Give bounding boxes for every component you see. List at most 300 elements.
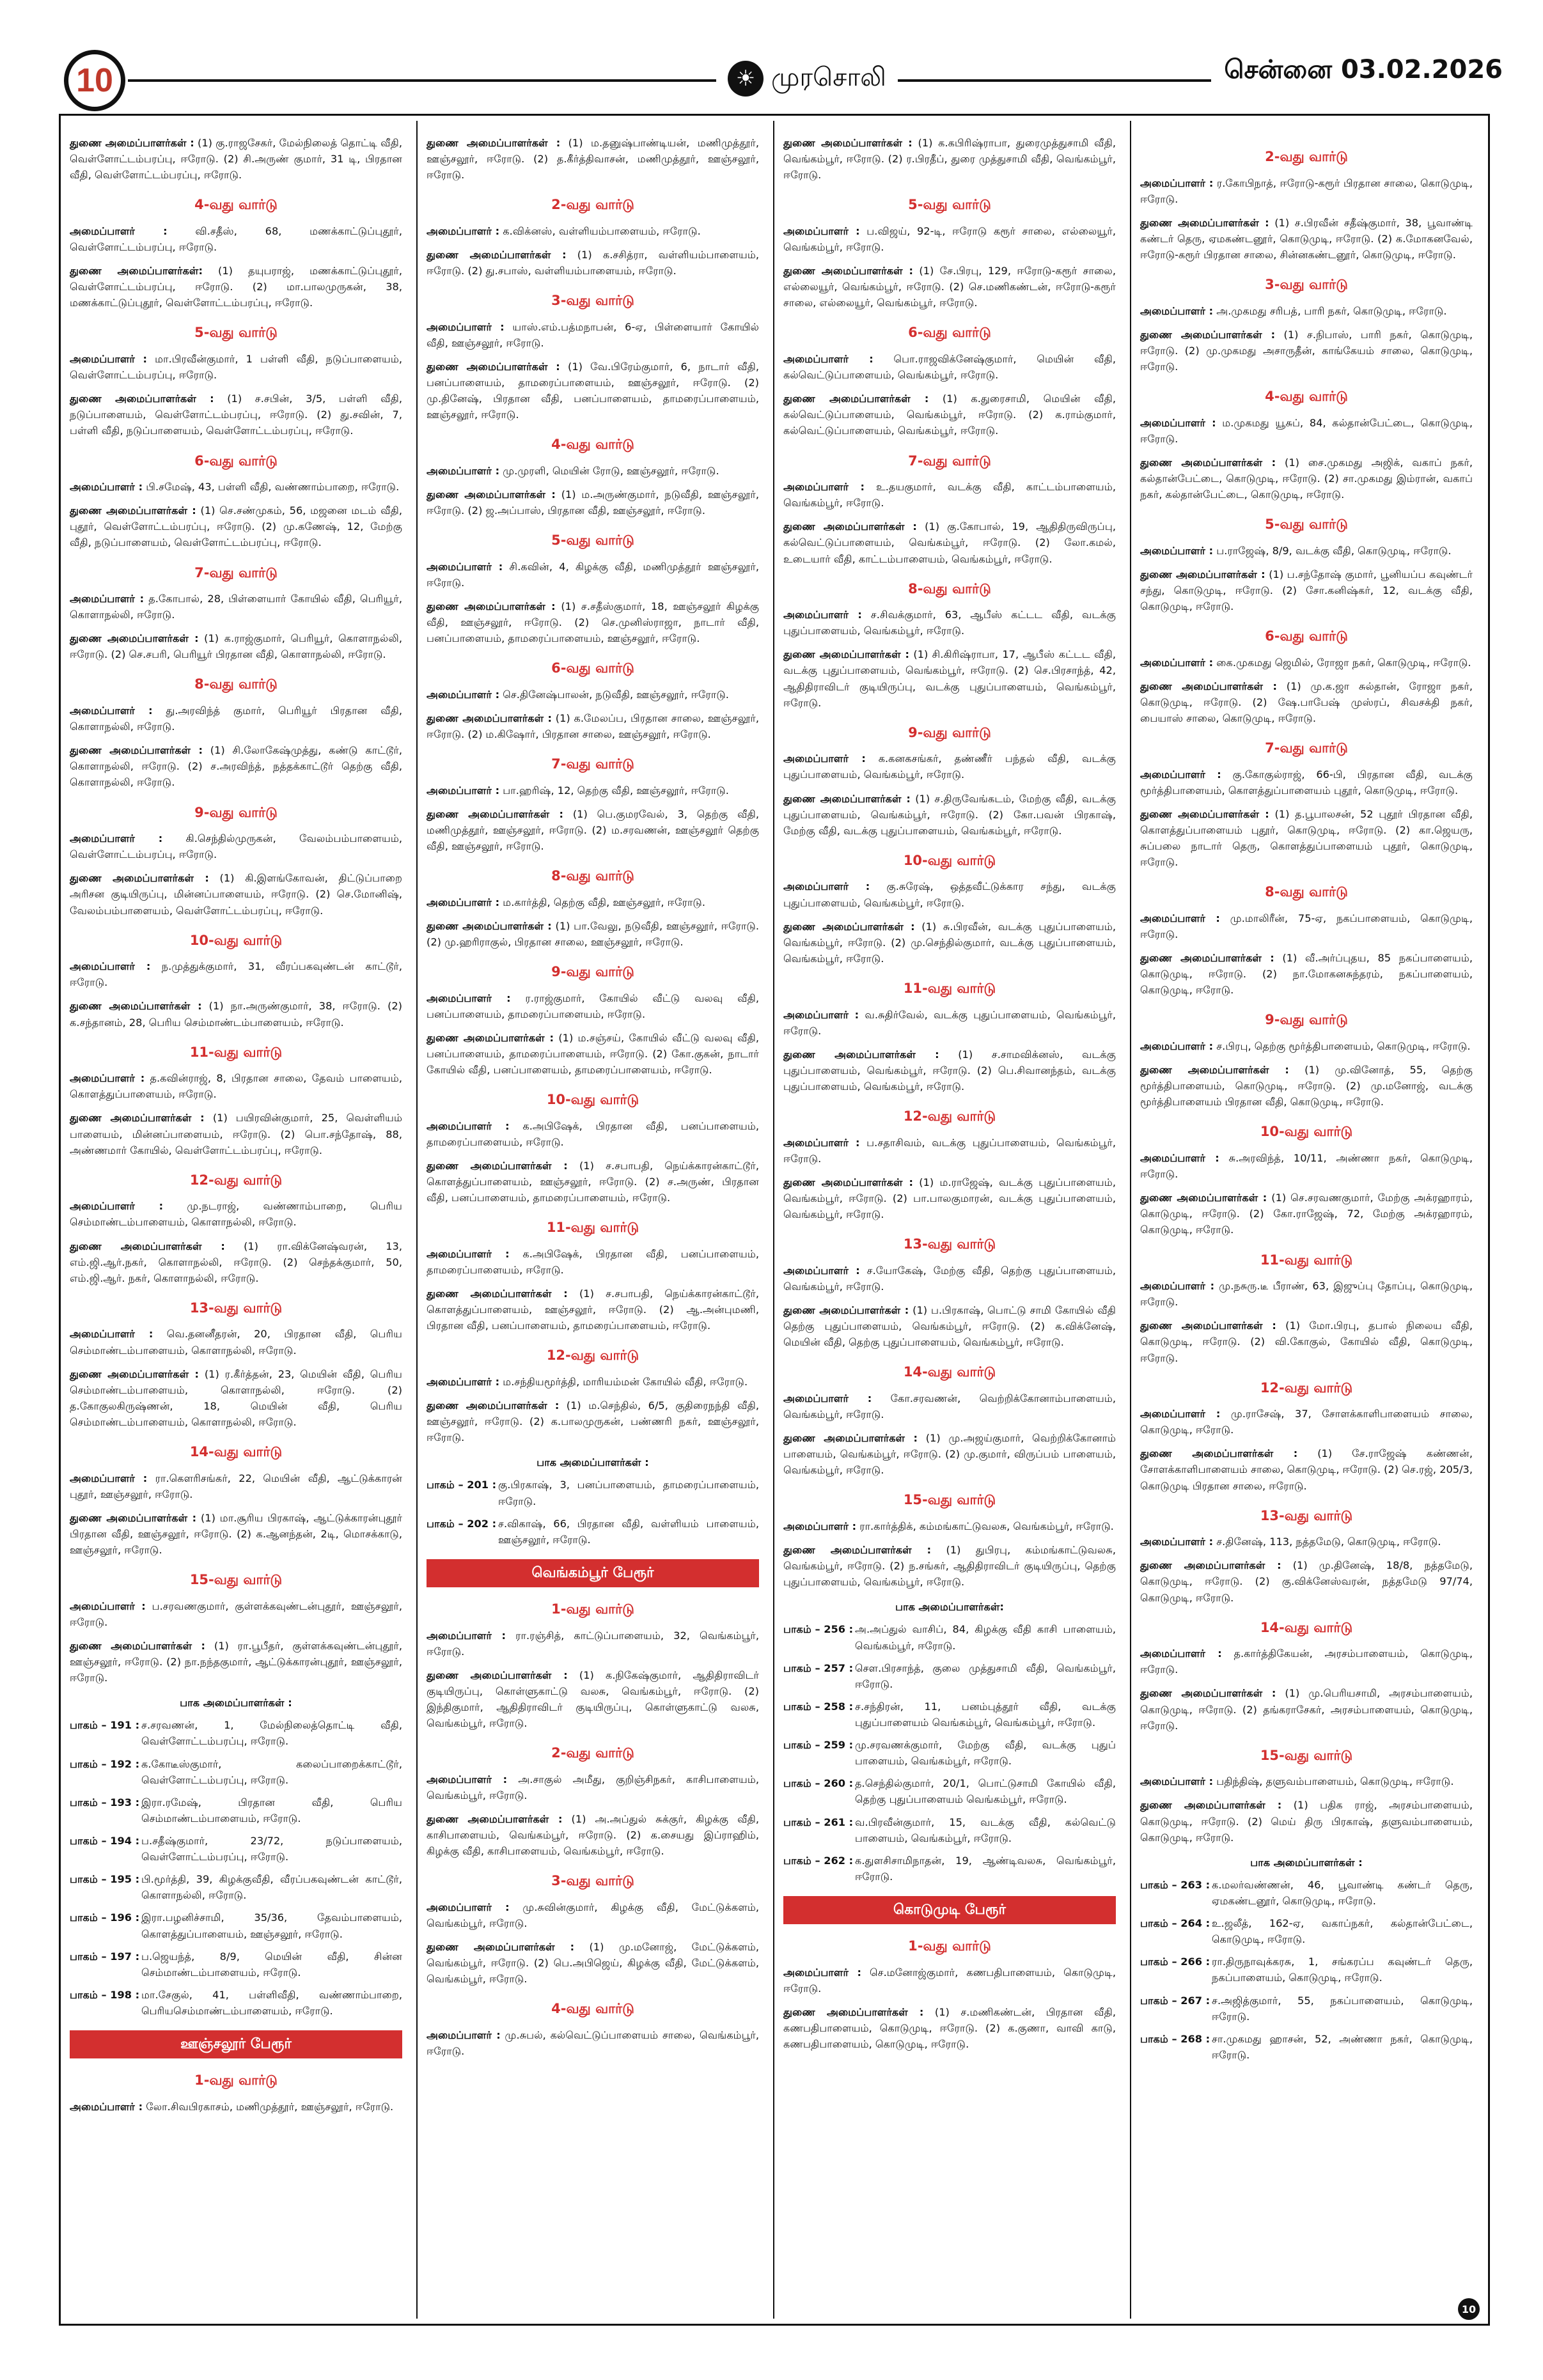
appointment-entry [783,1542,1116,1590]
ward-heading: 13-வது வார்டு [1260,1507,1353,1523]
appointee-details: செ.மனோஜ்குமார், கணபதிபாளையம், கொடுமுடி, ஈரோடு. [783,1966,1116,1995]
appointment-entry [783,1007,1116,1039]
appointment-entry [783,479,1116,511]
appointment-entry [783,919,1116,967]
role-label: அமைப்பாளர் : [70,352,148,365]
appointment-entry [1140,327,1473,375]
appointment-entry [427,1246,759,1278]
ward-heading: 12-வது வார்டு [546,1348,639,1364]
appointee-details: (1) சு.பிரவீன், வடக்கு புதுப்பாளையம், வெங்கம்பூர், ஈரோடு. (2) மு.செந்தில்குமார், வடக்கு புதுப்பாளையம், வெங்கம்பூர், ஈரோடு. [783,920,1116,965]
part-entry [70,1717,402,1749]
dateline: சென்னை 03.02.2026 [1211,55,1503,88]
role-label: அமைப்பாளர் : [70,224,168,237]
role-label: துணை அமைப்பாளர்கள் : [783,393,929,405]
part-number: பாகம் – 258 : [783,1700,854,1713]
appointment-entry [70,998,402,1030]
role-label: துணை அமைப்பாளர்கள் : [427,1941,575,1954]
ward-heading: 9-வது வார்டு [908,724,991,740]
appointment-entry [427,687,759,703]
ward-heading: 4-வது வார்டு [194,197,278,213]
appointee-details: (1) மு.க.ஜா சுல்தான், ரோஜா நகர், கொடுமுடி, ஈரோடு. (2) ஷே.பாபேஷ் முஸ்ரப், சிவசக்தி நகர், பையாஸ் சாலை, கொடுமுடி, ஈரோடு. [1140,680,1473,725]
appointment-entry [70,958,402,990]
role-label: துணை அமைப்பாளர்கள் : [427,1159,568,1172]
part-entry [70,1794,402,1826]
appointee-details: (1) வீ.அர்ப்புதய, 85 நகப்பாளையம், கொடுமுடி, ஈரோடு. (2) நா.மோகனசுந்தரம், நகப்பாளையம், கொடுமுடி, ஈரோடு. [1140,952,1473,997]
role-label: அமைப்பாளர் : [70,593,145,605]
appointee-details: வெ.தனனீதரன், 20, பிரதான வீதி, பெரிய செம்மாண்டம்பாளையம், கொளாநல்லி, ஈரோடு. [70,1328,402,1357]
role-label: துணை அமைப்பாளர்கள் : [427,807,563,820]
appointment-entry [1140,655,1473,671]
appointment-entry [783,223,1116,255]
role-label: துணை அமைப்பாளர்கள் : [427,919,552,932]
part-number: பாகம் – 264 : [1140,1917,1210,1930]
part-number: பாகம் – 198 : [70,1988,140,2001]
part-organisers-heading: பாக அமைப்பாளர்கள் : [537,1456,649,1469]
role-label: துணை அமைப்பாளர்கள் : [1140,1559,1281,1572]
appointee-details: க.அபிஷேக், பிரதான வீதி, பனப்பாளையம், தாமரைப்பாளையம், ஈரோடு. [427,1247,759,1276]
appointment-entry [427,598,759,646]
ward-heading: 4-வது வார்டு [551,2001,634,2017]
appointment-entry [427,710,759,742]
role-label: துணை அமைப்பாளர்கள் : [427,712,552,725]
part-organiser-details: க.மலர்வண்ணன், 46, பூவாண்டி கண்டர் தெரு, ஏமகண்டனூர், கொடுமுடி, ஈரோடு. [1212,1878,1473,1907]
appointee-details: ச.சிவக்குமார், 63, ஆபீஸ் கட்டட வீதி, வடக்கு புதுப்பாளையம், வெங்கம்பூர், ஈரோடு. [783,609,1116,637]
appointee-details: (1) ப.சந்தோஷ் குமார், பூனியப்ப கவுண்டர் சந்து, கொடுமுடி, ஈரோடு. (2) சோ.கனிஷ்கர், 12, வடக்கு வீதி, கொடுமுடி, ஈரோடு. [1140,568,1473,613]
appointee-details: (1) ச.மணிகண்டன், பிரதான வீதி, கணபதிபாளையம், கொடுமுடி, ஈரோடு. (2) க.குணா, வாவி காடு, கணபதிபாளையம், கொடுமுடி, ஈரோடு. [783,2005,1116,2051]
role-label: அமைப்பாளர் : [783,1008,859,1021]
part-entry [70,1987,402,2019]
appointment-entry [70,1510,402,1558]
appointee-details: பா.ஹரிஷ், 12, தெற்கு வீதி, ஊஞ்சலூர், ஈரோடு. [503,784,729,797]
appointment-entry [783,351,1116,383]
appointee-details: வி.சதீஸ், 68, மணக்காட்டுப்புதூர், வெள்ளோட்டம்பரப்பு, ஈரோடு. [70,224,402,253]
part-number: பாகம் – 195 : [70,1873,140,1886]
part-entry [70,1948,402,1980]
appointee-details: (1) சை.முகமது அஜிக், வகாப் நகர், கல்தான்பேட்டை, கொடுமுடி, ஈரோடு. (2) சா.முகமது இம்ரான், வகாப் நகர், கல்தான்பேட்டை, கொடுமுடி, ஈரோடு. [1140,456,1473,501]
role-label: துணை அமைப்பாளர்கள் : [783,1432,918,1445]
appointment-entry [1140,566,1473,614]
footer-page-number: 10 [1458,2298,1480,2320]
part-organiser-details: ப.ஜெயந்த், 8/9, மெயின் வீதி, சின்ன செம்மாண்டம்பாளையம், ஈரோடு. [141,1950,402,1979]
role-label: துணை அமைப்பாளர்கள் : [70,137,194,149]
role-label: அமைப்பாளர் : [70,1472,148,1484]
part-entry [1140,1993,1473,2025]
appointment-entry [70,135,402,183]
ward-heading: 7-வது வார்டு [551,756,634,772]
role-label: அமைப்பாளர் : [783,352,873,365]
part-number: பாகம் – 256 : [783,1623,854,1636]
appointment-entry [783,751,1116,782]
appointment-entry [70,591,402,623]
appointment-entry [427,1030,759,1078]
section-banner: வெங்கம்பூர் பேரூர் [427,1559,759,1587]
appointee-details: கு.கோகுல்ராஜ், 66-பி, பிரதான வீதி, வடக்கு மூர்த்திபாளையம், கொளத்துப்பாளையம் புதூர், கொடுமுடி, ஈரோடு. [1140,768,1473,797]
role-label: துணை அமைப்பாளர்கள் : [1140,328,1276,341]
ward-heading: 6-வது வார்டு [194,453,278,469]
appointee-details: (1) ச.திருவேங்கடம், மேற்கு வீதி, வடக்கு புதுப்பாளையம், வெங்கம்பூர், ஈரோடு. (2) கோ.பவன் பிரகாஷ், மேற்கு வீதி, வடக்கு புதுப்பாளையம், வெங்கம்பூர், ஈரோடு. [783,792,1116,837]
appointee-details: கை.முகமது ஜெமில், ரோஜா நகர், கொடுமுடி, ஈரோடு. [1216,656,1471,669]
appointment-entry [427,247,759,279]
appointee-details: மு.சுவின்குமார், கிழக்கு வீதி, மேட்டுக்களம், வெங்கம்பூர், ஈரோடு. [427,1901,759,1929]
role-label: துணை அமைப்பாளர்கள் : [783,920,915,933]
appointment-entry [1140,215,1473,263]
part-number: பாகம் – 262 : [783,1854,854,1867]
appointee-details: ம.கார்த்தி, தெற்கு வீதி, ஊஞ்சலூர், ஈரோடு. [503,896,706,908]
part-organiser-details: கு.பிரகாஷ், 3, பனப்பாளையம், தாமரைப்பாளையம், ஈரோடு. [498,1479,759,1507]
appointee-details: க.விக்னஸ், வள்ளியம்பாளையம், ஈரோடு. [503,224,701,237]
ward-heading: 15-வது வார்டு [1260,1747,1353,1763]
part-number: பாகம் – 267 : [1140,1994,1210,2007]
article-frame [59,114,1490,2326]
appointment-entry [70,1070,402,1102]
role-label: துணை அமைப்பாளர்கள் : [1140,952,1274,965]
ward-heading: 15-வது வார்டு [189,1572,283,1588]
part-entry [783,1699,1116,1731]
appointment-entry [1140,1534,1473,1550]
role-label: அமைப்பாளர் : [427,1629,506,1642]
appointee-details: (1) வே.பிரேம்குமார், 6, நாடார் வீதி, பனப்பாளையம், தாமரைப்பாளையம், ஊஞ்சலூர், ஈரோடு. (2) மு.தினேஷ், பிரதான வீதி, பனப்பாளையம், தாமரைப்பாளையம், ஊஞ்சலூர், ஈரோடு. [427,360,759,421]
part-organisers-heading: பாக அமைப்பாளர்கள்: [895,1601,1004,1614]
role-label: துணை அமைப்பாளர்கள் : [70,1367,199,1380]
appointment-entry [427,463,759,479]
appointee-details: ரா.ரஞ்சித், காட்டுப்பாளையம், 32, வெங்கம்பூர், ஈரோடு. [427,1629,759,1658]
appointee-details: லோ.சிவபிரகாசம், மணிமுத்தூர், ஊஞ்சலூர், ஈரோடு. [146,2100,394,2113]
appointment-entry [70,1366,402,1430]
appointee-details: த.கார்த்திகேயன், அரசம்பாளையம், கொடுமுடி, ஈரோடு. [1140,1647,1473,1676]
appointment-entry [783,791,1116,839]
appointee-details: கி.செந்தில்முருகன், வேலம்பம்பாளையம், வெள்ளோட்டம்பரப்பு, ஈரோடு. [70,832,402,861]
appointment-entry [427,559,759,591]
appointment-entry [1140,1685,1473,1733]
ward-heading: 14-வது வார்டு [903,1364,996,1380]
ward-heading: 2-வது வார்டு [551,197,634,213]
appointee-details: ந.முத்துக்குமார், 31, வீரப்பகவுண்டன் காட்டூர், ஈரோடு. [70,960,402,989]
page-number-badge: 10 [64,50,125,111]
role-label: அமைப்பாளர் : [783,752,866,765]
ward-heading: 10-வது வார்டு [546,1092,639,1108]
appointment-entry [427,1771,759,1803]
appointment-entry [783,135,1116,183]
role-label: துணை அமைப்பாளர்கள் : [1140,1319,1276,1332]
appointment-entry [783,1430,1116,1478]
ward-heading: 9-வது வார்டு [194,804,278,820]
role-label: அமைப்பாளர் : [783,880,870,893]
appointee-details: (1) ச.சதீஸ்குமார், 18, ஊஞ்சலூர் கிழக்கு வீதி, ஊஞ்சலூர், ஈரோடு. (2) செ.முனிஸ்ராஜா, நாடார் வீதி, பனப்பாளையம், தாமரைப்பாளையம், ஊஞ்சலூர், ஈரோடு. [427,600,759,645]
role-label: அமைப்பாளர் : [427,464,500,477]
appointment-entry [783,1263,1116,1295]
part-entry [70,1756,402,1788]
role-label: துணை அமைப்பாளர்கள் : [783,2005,924,2018]
appointee-details: (1) பயிரவின்குமார், 25, வெள்ளியம் பாளையம், மின்னப்பாளையம், ஈரோடு. (2) பொ.சந்தோஷ், 88, அண்ணமார் கோயில், வெள்ளோட்டம்பரப்பு, ஈரோடு. [70,1112,402,1156]
appointment-entry [783,263,1116,311]
appointee-details: (1) அ.அப்துல் சுக்குர், கிழக்கு வீதி, காசிபாளையம், வெங்கம்பூர், ஈரோடு. (2) க.சையது இப்ராஹிம், கிழக்கு வீதி, காசிபாளையம், வெங்கம்பூர், ஈரோடு. [427,1812,759,1858]
role-label: துணை அமைப்பாளர்கள் : [427,488,556,501]
role-label: அமைப்பாளர் : [427,1247,510,1260]
part-organiser-details: சா.முகமது ஹாசன், 52, அண்ணா நகர், கொடுமுடி, ஈரோடு. [1212,2032,1473,2061]
part-entry [783,1775,1116,1807]
appointment-entry [70,1598,402,1630]
appointment-entry [1140,1318,1473,1365]
ward-heading: 11-வது வார்டு [903,981,996,996]
part-entry [783,1660,1116,1692]
appointment-entry [427,1811,759,1859]
role-label: துணை அமைப்பாளர்கள் : [783,1176,913,1188]
ward-heading: 8-வது வார்டு [194,676,278,692]
appointment-entry [1140,455,1473,502]
role-label: துணை அமைப்பாளர்கள் : [427,1031,554,1044]
part-entry [783,1737,1116,1769]
appointee-details: அ.சாகுல் அமீது, குறிஞ்சிநகர், காசிபாளையம், வெங்கம்பூர், ஈரோடு. [427,1773,759,1801]
appointment-entry [783,391,1116,439]
ward-heading: 1-வது வார்டு [551,1601,634,1617]
role-label: அமைப்பாளர் : [1140,1647,1222,1660]
appointment-entry [427,806,759,854]
appointee-details: (1) கு.கோபால், 19, ஆதிதிருவிருப்பு, கல்வெட்டுப்பாளையம், வெங்கம்பூர், ஈரோடு. (2) லோ.கமல், உடையார் வீதி, காட்டம்பாளையம், வெங்கம்பூர், ஈரோடு. [783,520,1116,565]
role-label: அமைப்பாளர் : [1140,416,1216,429]
section-banner: கொடுமுடி பேரூர் [783,1896,1116,1924]
appointment-entry [70,1238,402,1286]
part-organiser-details: ச.சந்திரன், 11, பனம்புத்தூர் வீதி, வடக்கு புதுப்பாளையம் வெங்கம்பூர், வெங்கம்பூர், ஈரோடு. [855,1700,1116,1729]
role-label: அமைப்பாளர் : [427,1375,500,1388]
appointee-details: (1) ப.பிரகாஷ், பொட்டு சாமி கோயில் வீதி தெற்கு புதுப்பாளையம், வெங்கம்பூர், ஈரோடு. (2) க.விக்னேஷ், மெயின் வீதி, தெற்கு புதுப்பாளையம், வெங்கம்பூர், ஈரோடு. [783,1303,1116,1349]
appointee-details: (1) ம.அருண்குமார், நடுவீதி, ஊஞ்சலூர், ஈரோடு. (2) ஜ.அப்பாஸ், பிரதான வீதி, ஊஞ்சலூர், ஈரோடு. [427,488,759,517]
column-2 [427,135,759,2308]
role-label: துணை அமைப்பாளர்கள் : [70,1000,202,1013]
part-organiser-details: ச.அஜித்குமார், 55, நகப்பாளையம், கொடுமுடி, ஈரோடு. [1212,1994,1473,2023]
part-number: பாகம் – 268 : [1140,2032,1210,2045]
part-entry [1140,1954,1473,1986]
appointee-details: (1) ர.கீர்த்தன், 23, மெயின் வீதி, பெரிய செம்மாண்டம்பாளையம், கொளாநல்லி, ஈரோடு. (2) த.கோகுலகிருஷ்ணன், 18, மெயின் வீதி, பெரிய செம்மாண்டம்பாளையம், கொளாநல்லி, ஈரோடு. [70,1367,402,1428]
appointment-entry [427,359,759,423]
appointment-entry [427,1397,759,1445]
appointee-details: (1) கி.இளங்கோவன், திட்டுப்பாறை அரிசன குடியிருப்பு, மின்னப்பாளையம், ஈரோடு. (2) செ.மோனிஷ், வேலம்பம்பாளையம், வெள்ளோட்டம்பரப்பு, ஈரோடு. [70,872,402,917]
appointee-details: (1) சி.கிரிஷ்ராபா, 17, ஆபீஸ் கட்டட வீதி, வடக்கு புதுப்பாளையம், வெங்கம்பூர், ஈரோடு. (2) செ.பிரசாந்த், 42, ஆதிதிராவிடர் குடியிருப்பு, வடக்கு புதுப்பாளையம், வெங்கம்பூர், ஈரோடு. [783,648,1116,709]
ward-heading: 14-வது வார்டு [189,1444,283,1460]
part-organiser-details: பி.மூர்த்தி, 39, கிழக்குவீதி, வீரப்பகவுண்டன் காட்டூர், கொளாநல்லி, ஈரோடு. [141,1873,402,1902]
ward-heading: 10-வது வார்டு [189,932,283,948]
role-label: அமைப்பாளர் : [1140,1408,1221,1420]
role-label: அமைப்பாளர் : [427,1119,510,1132]
appointee-details: ச.பிரபு, தெற்கு மூர்த்திபாளையம், கொடுமுடி, ஈரோடு. [1216,1039,1471,1052]
role-label: துணை அமைப்பாளர்கள் : [1140,1799,1282,1812]
appointee-details: மு.மாலிரீன், 75-ஏ, நகப்பாளையம், கொடுமுடி, ஈரோடு. [1140,912,1473,940]
ward-heading: 5-வது வார்டு [1265,517,1348,533]
appointment-entry [70,2099,402,2115]
appointment-entry [1140,1406,1473,1438]
appointment-entry [1140,1445,1473,1493]
appointee-details: (1) க.சசித்ரா, வள்ளியம்பாளையம், ஈரோடு. (2) து.சபாஸ், வள்ளியம்பாளையம், ஈரோடு. [427,248,759,277]
appointee-details: (1) க.ராஜ்குமார், பெரியூர், கொளாநல்லி, ஈரோடு. (2) செ.சபரி, பெரியூர் பிரதான வீதி, கொளாநல்லி, ஈரோடு. [70,632,402,661]
ward-heading: 15-வது வார்டு [903,1492,996,1508]
appointment-entry [427,1158,759,1206]
part-number: பாகம் – 193 : [70,1796,140,1808]
part-organiser-details: த.செந்தில்குமார், 20/1, பொட்டுசாமி கோயில் வீதி, தெற்கு புதுப்பாளையம் வெங்கம்பூர், ஈரோடு. [855,1777,1116,1806]
role-label: துணை அமைப்பாளர்கள் : [1140,1064,1289,1077]
appointment-entry [70,870,402,918]
ward-heading: 7-வது வார்டு [1265,740,1348,756]
role-label: அமைப்பாளர் : [1140,176,1214,189]
ward-heading: 4-வது வார்டு [551,437,634,453]
part-organiser-details: வ.பிரவீன்குமார், 15, வடக்கு வீதி, கல்வெட்டு பாளையம், வெங்கம்பூர், ஈரோடு. [855,1816,1116,1844]
appointment-entry [783,1046,1116,1094]
appointment-entry [427,990,759,1022]
ward-heading: 13-வது வார்டு [903,1236,996,1252]
appointment-entry [427,1118,759,1150]
part-organiser-details: உ.ஜலீத், 162-ஏ, வகாப்நகர், கல்தான்பேட்டை, கொடுமுடி, ஈரோடு. [1212,1917,1473,1946]
appointee-details: (1) ம.செந்தில், 6/5, குதிரைநந்தி வீதி, ஊஞ்சலூர், ஈரோடு. (2) க.பாலமுருகன், பண்ணரி நகர், ஊஞ்சலூர், ஈரோடு. [427,1399,759,1444]
appointment-entry [1140,950,1473,998]
ward-heading: 12-வது வார்டு [903,1108,996,1124]
role-label: அமைப்பாளர் : [427,784,500,797]
part-number: பாகம் – 261 : [783,1816,854,1828]
sun-emblem-icon: ☀ [728,61,764,97]
part-number: பாகம் – 259 : [783,1739,854,1752]
appointment-entry [70,351,402,383]
appointee-details: மா.பிரவீன்குமார், 1 பள்ளி வீதி, நடுப்பாளையம், வெள்ளோட்டம்பரப்பு, ஈரோடு. [70,352,402,382]
ward-heading: 5-வது வார்டு [551,533,634,548]
role-label: அமைப்பாளர் : [70,2100,143,2113]
appointee-details: (1) த.பூபாலசன், 52 புதூர் பிரதான வீதி, கொளத்துப்பாளையம் புதூர், கொடுமுடி, ஈரோடு. (2) கா.ஜெயரு, சுப்பலை நாடார் தெரு, கொளத்துப்பாளையம் புதூர், கொடுமுடி, ஈரோடு. [1140,807,1473,869]
role-label: துணை அமைப்பாளர்கள் : [783,1303,909,1316]
appointee-details: ச.தினேஷ், 113, நத்தமேடு, கொடுமுடி, ஈரோடு. [1216,1536,1441,1548]
ward-heading: 11-வது வார்டு [1260,1252,1353,1268]
appointee-details: செ.தினேஷ்பாலன், நடுவீதி, ஊஞ்சலூர், ஈரோடு. [503,688,729,701]
appointee-details: து.அரவிந்த் குமார், பெரியூர் பிரதான வீதி, கொளாநல்லி, ஈரோடு. [70,704,402,733]
appointee-details: ர.கோபிநாத், ஈரோடு-கரூர் பிரதான சாலை, கொடுமுடி, ஈரோடு. [1140,176,1473,205]
masthead [38,31,1503,127]
part-entry [70,1909,402,1941]
appointee-details: (1) க.துரைசாமி, மெயின் வீதி, கல்வெட்டுப்பாளையம், வெங்கம்பூர், ஈரோடு. (2) க.ராம்குமார், கல்வெட்டுப்பாளையம், வெங்கம்பூர், ஈரோடு. [783,393,1116,437]
appointee-details: (1) பதிக ராஜ், அரசம்பாளையம், கொடுமுடி, ஈரோடு. (2) மெய் திரு பிரகாஷ், தளுவம்பாளையம், கொடுமுடி, ஈரோடு. [1140,1799,1473,1844]
part-organiser-details: இரா.பழனிச்சாமி, 35/36, தேவம்பாளையம், கொளத்துப்பாளையம், ஊஞ்சலூர், ஈரோடு. [141,1911,402,1940]
role-label: அமைப்பாளர் : [427,896,500,908]
role-label: அமைப்பாளர் : [427,992,511,1004]
role-label: அமைப்பாளர் : [427,224,500,237]
role-label: துணை அமைப்பாளர்கள் : [783,1048,939,1061]
role-label: துணை அமைப்பாளர்கள் : [1140,807,1269,820]
appointee-details: வ.சுதிர்வேல், வடக்கு புதுப்பாளையம், வெங்கம்பூர், ஈரோடு. [783,1008,1116,1037]
role-label: துணை அமைப்பாளர்கள் : [1140,568,1265,580]
newspaper-logo [716,56,898,101]
role-label: அமைப்பாளர் : [1140,656,1214,669]
appointment-entry [427,223,759,239]
appointment-entry [70,263,402,311]
role-label: துணை அமைப்பாளர்கள் : [1140,1687,1276,1700]
role-label: அமைப்பாளர் : [70,481,143,494]
appointment-entry [783,1174,1116,1222]
ward-heading: 6-வது வார்டு [1265,628,1348,644]
appointee-details: (1) மோ.பிரபு, தபால் நிலைய வீதி, கொடுமுடி, ஈரோடு. (2) வி.கோகுல், கோயில் வீதி, கொடுமுடி, ஈரோடு. [1140,1319,1473,1364]
appointee-details: மு.நசுரு.டீ பீராண், 63, இஜுப்பு தோப்பு, கொடுமுடி, ஈரோடு. [1140,1280,1473,1309]
appointee-details: ரா.கௌரிசங்கர், 22, மெயின் வீதி, ஆட்டுக்காரன் புதூர், ஊஞ்சலூர், ஈரோடு. [70,1472,402,1500]
appointment-entry [70,1638,402,1686]
role-label: அமைப்பாளர் : [1140,1280,1215,1293]
column-divider [1130,121,1131,2319]
appointee-details: (1) ரா.விக்னேஷ்வரன், 13, எம்.ஜி.ஆர்.நகர், கொளாநல்லி, ஈரோடு. (2) செந்தக்குமார், 50, எம்.ஜி.ஆர். நகர், கொளாநல்லி, ஈரோடு. [70,1240,402,1284]
appointee-details: (1) ச.பிரவீன் சதீஷ்குமார், 38, பூவாண்டி கண்டர் தெரு, ஏமகண்டனூர், கொடுமுடி, ஈரோடு. (2) க.மோகனவேல், ஈரோடு-கரூர் பிரதான சாலை, சின்னகண்டனூர், கொடுமுடி, ஈரோடு. [1140,216,1473,261]
appointee-details: (1) ம.ராஜேஷ், வடக்கு புதுப்பாளையம், வெங்கம்பூர், ஈரோடு. (2) பா.பாலகுமாரன், வடக்கு புதுப்பாளையம், வெங்கம்பூர், ஈரோடு. [783,1176,1116,1221]
appointment-entry [1140,1645,1473,1677]
ward-heading: 10-வது வார்டு [903,852,996,868]
appointment-entry [427,486,759,518]
role-label: அமைப்பாளர் : [70,704,153,717]
ward-heading: 12-வது வார்டு [189,1172,283,1188]
role-label: துணை அமைப்பாளர்கள் : [1140,216,1269,229]
ward-heading: 8-வது வார்டு [908,580,991,596]
ward-heading: 12-வது வார்டு [1260,1380,1353,1396]
role-label: அமைப்பாளர் : [1140,544,1214,557]
ward-heading: 6-வது வார்டு [551,660,634,676]
appointee-details: (1) தயுபராஜ், மணக்காட்டுப்புதூர், வெள்ளோட்டம்பரப்பு, ஈரோடு. (2) மா.பாலமுருகன், 38, மணக்காட்டுப்புதூர், வெள்ளோட்டம்பரப்பு, ஈரோடு. [70,265,402,309]
ward-heading: 2-வது வார்டு [1265,149,1348,164]
appointee-details: உ.தயகுமார், வடக்கு வீதி, காட்டம்பாளையம், வெங்கம்பூர், ஈரோடு. [783,481,1116,509]
ward-heading: 5-வது வார்டு [194,325,278,341]
appointee-details: (1) கு.ராஜசேகர், மேல்நிலைத் தொட்டி வீதி, வெள்ளோட்டம்பரப்பு, ஈரோடு. (2) சி.அருண் குமார், 31 டி, பிரதான வீதி, வெள்ளோட்டம்பரப்பு, ஈரோடு. [70,137,402,182]
appointee-details: (1) மு.தினேஷ், 18/8, நத்தமேடு, கொடுமுடி, ஈரோடு. (2) கு.விக்னேஸ்வரன், நத்தமேடு 97/74, கொடுமுடி, ஈரோடு. [1140,1559,1473,1604]
role-label: அமைப்பாளர் : [1140,912,1220,924]
appointment-entry [1140,806,1473,870]
role-label: அமைப்பாளர் : [70,1599,146,1612]
appointment-entry [1140,1190,1473,1238]
appointee-details: (1) க.நிகேஷ்குமார், ஆதிதிராவிடர் குடியிருப்பு, கொள்ளுகாட்டு வலசு, வெங்கம்பூர், ஈரோடு. (2) இந்திகுமார், ஆதிதிராவிடர் குடியிருப்பு, கொள்ளுகாட்டு வலசு, வெங்கம்பூர், ஈரோடு. [427,1668,759,1730]
part-organiser-details: செள.பிரசாந்த், குலை முத்துசாமி வீதி, வெங்கம்பூர், ஈரோடு. [855,1661,1116,1690]
role-label: துணை அமைப்பாளர்கள் : [1140,456,1276,469]
appointee-details: (1) துபிரபு, கம்மங்காட்டுவலசு, வெங்கம்பூர், ஈரோடு. (2) ந.சங்கர், ஆதிதிராவிடர் குடியிருப்பு, தெற்கு புதுப்பாளையம், வெங்கம்பூர், ஈரோடு. [783,1544,1116,1589]
ward-heading: 8-வது வார்டு [1265,884,1348,900]
appointment-entry [783,518,1116,566]
appointee-details: ப.ராஜேஷ், 8/9, வடக்கு வீதி, கொடுமுடி, ஈரோடு. [1216,544,1452,557]
appointment-entry [1140,1773,1473,1789]
part-entry [70,1833,402,1865]
role-label: அமைப்பாளர் : [783,481,865,494]
role-label: அமைப்பாளர் : [427,1773,508,1785]
ward-heading: 4-வது வார்டு [1265,389,1348,405]
role-label: துணை அமைப்பாளர்கள் : [427,248,567,261]
appointment-entry [427,2027,759,2059]
appointment-entry [1140,175,1473,207]
part-entry [427,1516,759,1548]
role-label: துணை அமைப்பாளர்கள்: [70,265,203,277]
appointment-entry [70,479,402,495]
ward-heading: 2-வது வார்டு [551,1745,634,1761]
appointment-entry [427,1286,759,1334]
ward-heading: 3-வது வார்டு [1265,277,1348,293]
ward-heading: 14-வது வார்டு [1260,1619,1353,1635]
appointee-details: (1) சி.லோகேஷ்முத்து, கண்டு காட்டூர், கொளாநல்லி, ஈரோடு. (2) ச.அரவிந்த், நத்தக்காட்டூர் தெற்கு வீதி, கொளாநல்லி, ஈரோடு. [70,744,402,789]
appointee-details: (1) மா.சூரிய பிரகாஷ், ஆட்டுக்காரன்புதூர் பிரதான வீதி, ஊஞ்சலூர், ஈரோடு. (2) க.ஆனந்தன், 2டி, மொசக்காடு, ஊஞ்சலூர், ஈரோடு. [70,1511,402,1557]
appointee-details: ம.முகமது யூசுப், 84, கல்தான்பேட்டை, கொடுமுடி, ஈரோடு. [1140,416,1473,445]
appointee-details: (1) சே.பிரபு, 129, ஈரோடு-கரூர் சாலை, எல்லையூர், வெங்கம்பூர், ஈரோடு. (2) செ.மணிகண்டன், ஈரோடு-கரூர் சாலை, எல்லையூர், வெங்கம்பூர், ஈரோடு. [783,265,1116,309]
part-number: பாகம் – 197 : [70,1950,140,1963]
part-organiser-details: ச.சரவணன், 1, மேல்நிலைத்தொட்டி வீதி, வெள்ளோட்டம்பரப்பு, ஈரோடு. [141,1719,402,1748]
role-label: துணை அமைப்பாளர்கள் : [70,872,209,885]
ward-heading: 1-வது வார்டு [908,1938,991,1954]
role-label: துணை அமைப்பாளர்கள் : [427,1668,568,1681]
appointment-entry [70,502,402,550]
ward-heading: 10-வது வார்டு [1260,1124,1353,1140]
part-organiser-details: க.கோடீஸ்குமார், கலைப்பாறைக்காட்டூர், வெள்ளோட்டம்பரப்பு, ஈரோடு. [141,1757,402,1786]
appointment-entry [427,918,759,950]
role-label: துணை அமைப்பாளர்கள் : [783,265,914,277]
appointment-entry [70,630,402,662]
appointee-details: ர.ராஜ்குமார், கோயில் வீட்டு வலவு வீதி, பனப்பாளையம், தாமரைப்பாளையம், ஈரோடு. [427,992,759,1020]
part-organisers-heading: பாக அமைப்பாளர்கள் : [180,1697,292,1709]
role-label: அமைப்பாளர் : [427,320,505,333]
appointee-details: ப.சதாசிவம், வடக்கு புதுப்பாளையம், வெங்கம்பூர், ஈரோடு. [783,1136,1116,1165]
part-organiser-details: க.துளசிசாமிநாதன், 19, ஆண்டிவலசு, வெங்கம்பூர், ஈரோடு. [855,1854,1116,1883]
role-label: துணை அமைப்பாளர்கள் : [1140,1447,1298,1460]
role-label: துணை அமைப்பாளர்கள் : [1140,1192,1267,1204]
